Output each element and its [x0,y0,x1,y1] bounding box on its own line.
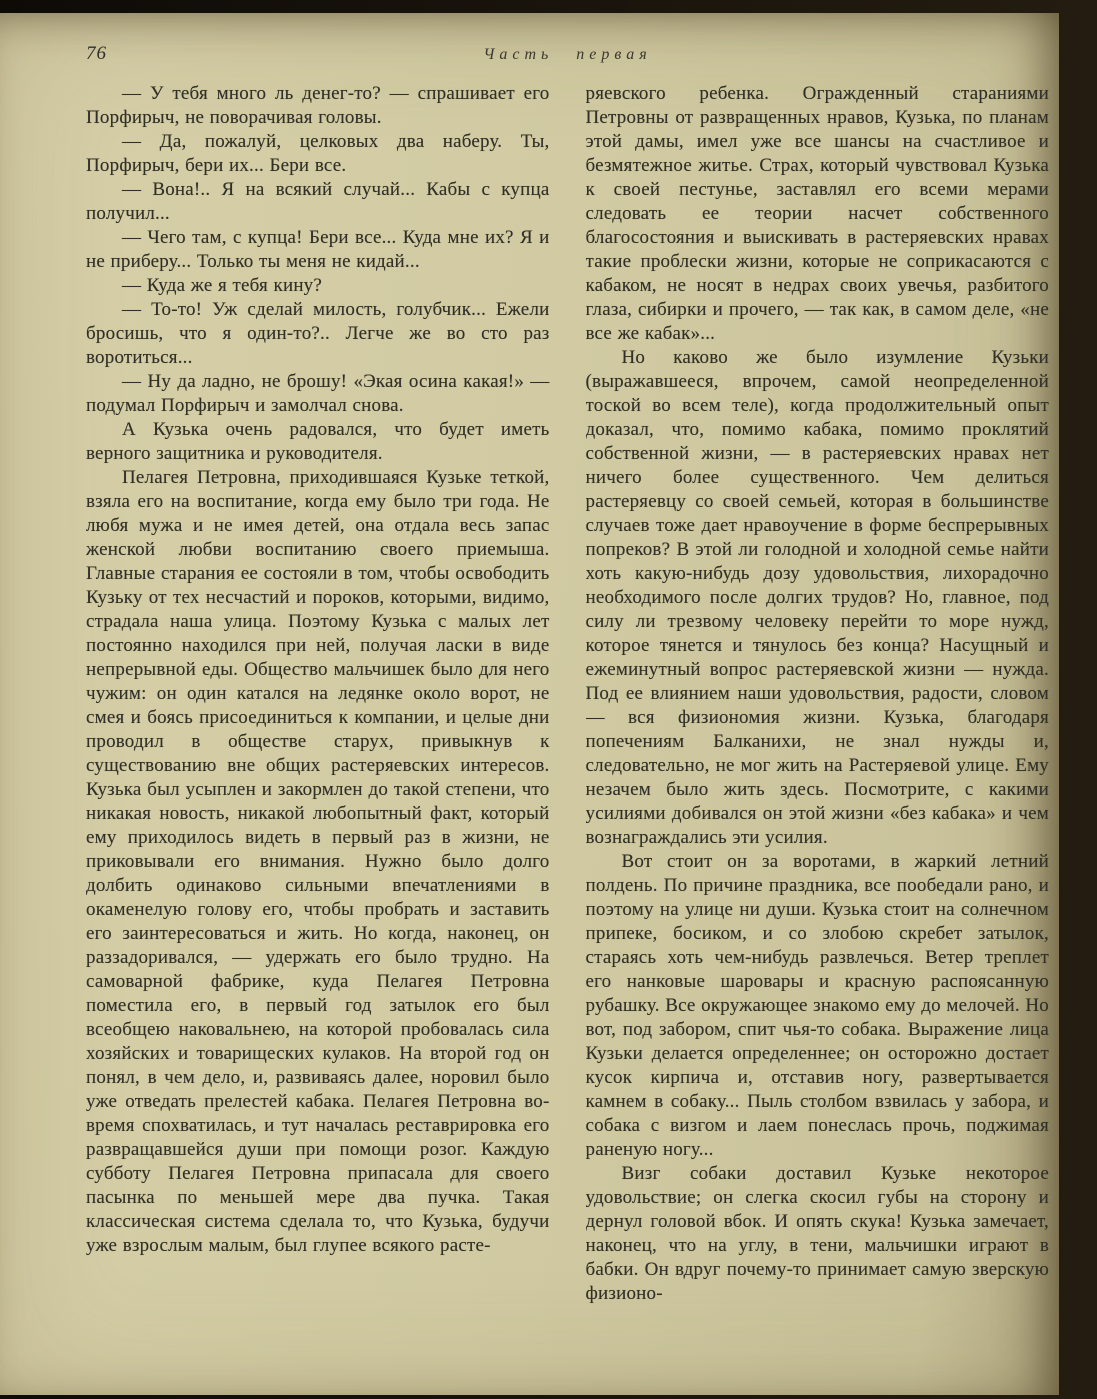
column-right [586,82,1050,1392]
running-title: Часть первая [483,46,652,63]
paragraph: — То-то! Уж сделай милость, голубчик... Ежели бросишь, что я один-то?.. Легче же во сто раз воротиться... [86,299,550,368]
page-header [86,43,1049,69]
page-number: 76 [86,43,107,64]
paragraph: — Куда же я тебя кину? [122,275,323,296]
paragraph: Визг собаки доставил Кузьке некоторое удовольствие; он слегка скосил губы на сторону и дернул головой вбок. И опять скука! Кузька замечает, наконец, что на углу, в тени, мальчишки играют в бабки. Он вдруг почему-то принимает самую зверскую физионо- [585,1163,1049,1304]
paragraph: Вот стоит он за воротами, в жаркий летний полдень. По причине праздника, все пообедали рано, и поэтому на улице ни души. Кузька стоит на солнечном припеке, босиком, и со злобою скребет затылок, стараясь хоть чем-нибудь развлечься. Ветер треплет его нанковые шаровары и красную распоясанную рубашку. Все окружающее знакомо ему до мелочей. Но вот, под забором, спит чья-то собака. Выражение лица Кузьки делается определеннее; он осторожно достает кусок кирпича и, отставив ногу, развертывается камнем в собаку... Пыль столбом взвилась у забора, и собака с визгом и лаем понеслась прочь, поджимая раненую ногу... [585,851,1049,1160]
paragraph: — Вона!.. Я на всякий случай... Кабы с купца получил... [86,179,550,224]
column-left [86,82,550,1392]
paragraph: — Ну да ладно, не брошу! «Экая осина какая!» — подумал Порфирыч и замолчал снова. [86,371,550,416]
paragraph: А Кузька очень радовался, что будет иметь верного защитника и руководителя. [86,419,550,464]
text-columns [86,82,1049,1392]
paragraph: — Чего там, с купца! Бери все... Куда мне их? Я и не приберу... Только ты меня не кидай... [86,227,550,272]
paragraph: — Да, пожалуй, целковых два наберу. Ты, Порфирыч, бери их... Бери все. [86,131,550,176]
book-page [0,13,1059,1395]
paragraph: ряевского ребенка. Огражденный стараниями Петровны от развращенных нравов, Кузька, по планам этой дамы, имел уже все шансы на счастливое и безмятежное житье. Страх, который чувствовал Кузька к своей пестунье, заставлял его всеми мерами следовать ее теории насчет собственного благосостояния и выискивать в растеряевских нравах такие проблески жизни, которые не соприкасаются с кабаком, не носят в недрах своих увечья, разбитого глаза, сибирки и прочего, — так как, в самом деле, «не все же кабак»... [585,83,1049,344]
paragraph: Пелагея Петровна, приходившаяся Кузьке теткой, взяла его на воспитание, когда ему было три года. Не любя мужа и не имея детей, она отдала весь запас женской любви воспитанию своего приемыша. Главные старания ее состояли в том, чтобы освободить Кузьку от тех несчастий и пороков, которыми, видимо, страдала наша улица. Поэтому Кузька с малых лет постоянно находился при ней, получая ласки в виде непрерывной еды. Общество мальчишек было для него чужим: он один катался на ледянке около ворот, не смея и боясь присоединиться к компании, и целые дни проводил в обществе старух, привыкнув к существованию вне общих растеряевских интересов. Кузька был усыплен и закормлен до такой степени, что никакая новость, никакой любопытный факт, который ему приходилось видеть в первый раз в жизни, не приковывали его внимания. Нужно было долго долбить одинаково сильными впечатлениями в окаменелую голову его, чтобы пробрать и заставить его заинтересоваться и жить. Но когда, наконец, он раззадоривался, — удержать его было трудно. На самоварной фабрике, куда Пелагея Петровна поместила его, в первый год затылок его был всеобщею наковальнею, на которой пробовалась сила хозяйских и товарищеских кулаков. На второй год он понял, в чем дело, и, развиваясь далее, норовил было уже отведать прелестей кабака. Пелагея Петровна во-время спохватилась, и тут началась реставрировка его развращавшейся души при помощи розог. Каждую субботу Пелагея Петровна припасала для своего пасынка по меньшей мере два пучка. Такая классическая система сделала то, что Кузька, будучи уже взрослым малым, был глупее всякого расте- [86,467,550,1256]
paragraph: — У тебя много ль денег-то? — спрашивает его Порфирыч, не поворачивая головы. [86,83,550,128]
paragraph: Но каково же было изумление Кузьки (выражавшееся, впрочем, самой неопределенной тоской во всем теле), когда продолжительный опыт доказал, что, помимо кабака, помимо проклятий собственной жизни, — в растеряевских нравах нет ничего более существенного. Чем делиться растеряевцу со своей семьей, которая в большинстве случаев тоже дает нравоучение в форме беспрерывных попреков? В этой ли голодной и холодной семье найти хоть какую-нибудь дозу удовольствия, лихорадочно необходимого после долгих трудов? Но, главное, под силу ли трезвому человеку перейти то море нужд, которое тянется и тянулось без конца? Насущный и ежеминутный вопрос растеряевской жизни — нужда. Под ее влиянием наши удовольствия, радости, словом — вся физиономия жизни. Кузька, благодаря попечениям Балканихи, не знал нужды и, следовательно, не мог жить на Растеряевой улице. Ему незачем было жить здесь. Посмотрите, с какими усилиями добивался он этой жизни «без кабака» и чем вознаграждались эти усилия. [585,347,1049,848]
